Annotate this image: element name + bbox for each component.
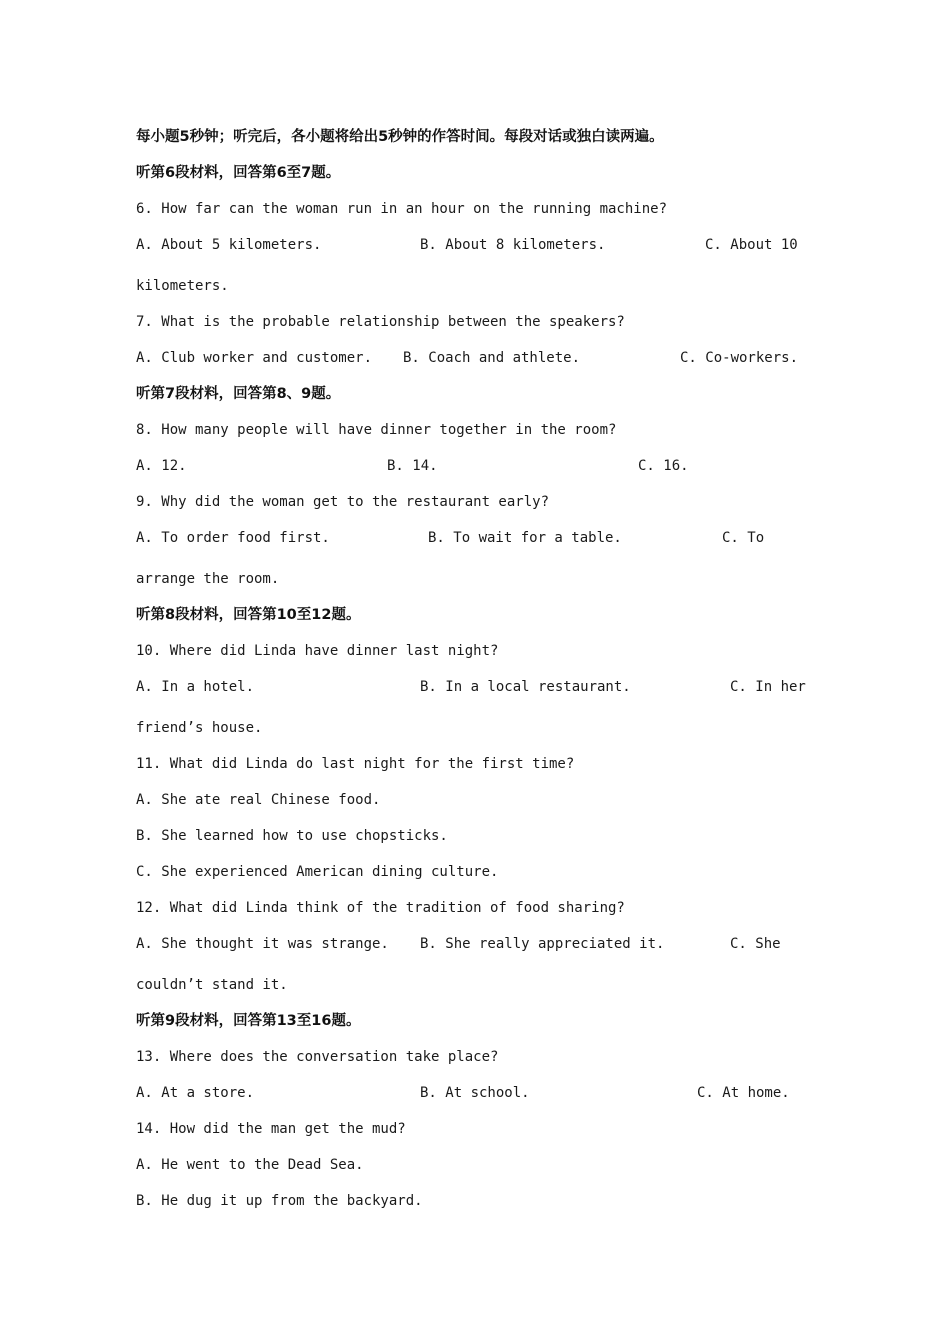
question-8: 8. How many people will have dinner together in the room?: [136, 422, 617, 438]
q12-option-c-continued: couldn’t stand it.: [136, 977, 288, 993]
question-9: 9. Why did the woman get to the restaurant early?: [136, 494, 550, 510]
q10-option-a: A. In a hotel.: [136, 679, 255, 695]
q6-option-a: A. About 5 kilometers.: [136, 237, 322, 253]
q8-option-a: A. 12.: [136, 458, 187, 474]
section-heading-7: 听第7段材料，回答第8、9题。: [136, 386, 341, 402]
q14-option-a: A. He went to the Dead Sea.: [136, 1157, 364, 1173]
q13-option-b: B. At school.: [420, 1085, 530, 1101]
q6-option-c: C. About 10: [705, 237, 798, 253]
section-heading-6: 听第6段材料，回答第6至7题。: [136, 165, 341, 181]
q9-option-c: C. To: [722, 530, 765, 546]
q12-option-a: A. She thought it was strange.: [136, 936, 389, 952]
question-12: 12. What did Linda think of the tradition of food sharing?: [136, 900, 625, 916]
instructions-text: 每小题5秒钟；听完后，各小题将给出5秒钟的作答时间。每段对话或独白读两遍。: [136, 129, 664, 145]
q7-option-c: C. Co-workers.: [680, 350, 799, 366]
q10-option-c-continued: friend’s house.: [136, 720, 263, 736]
q11-option-c: C. She experienced American dining culture.: [136, 864, 499, 880]
question-10: 10. Where did Linda have dinner last night?: [136, 643, 499, 659]
section-heading-8: 听第8段材料，回答第10至12题。: [136, 607, 361, 623]
q8-option-c: C. 16.: [638, 458, 689, 474]
q6-option-b: B. About 8 kilometers.: [420, 237, 606, 253]
q7-option-a: A. Club worker and customer.: [136, 350, 373, 366]
q11-option-b: B. She learned how to use chopsticks.: [136, 828, 448, 844]
q12-option-b: B. She really appreciated it.: [420, 936, 665, 952]
q10-option-c: C. In her: [730, 679, 806, 695]
q9-option-b: B. To wait for a table.: [428, 530, 622, 546]
question-11: 11. What did Linda do last night for the first time?: [136, 756, 575, 772]
q13-option-a: A. At a store.: [136, 1085, 255, 1101]
q9-option-a: A. To order food first.: [136, 530, 330, 546]
q12-option-c: C. She: [730, 936, 781, 952]
question-7: 7. What is the probable relationship between the speakers?: [136, 314, 625, 330]
question-14: 14. How did the man get the mud?: [136, 1121, 406, 1137]
q11-option-a: A. She ate real Chinese food.: [136, 792, 381, 808]
question-13: 13. Where does the conversation take place?: [136, 1049, 499, 1065]
q8-option-b: B. 14.: [387, 458, 438, 474]
q13-option-c: C. At home.: [697, 1085, 790, 1101]
question-6: 6. How far can the woman run in an hour on the running machine?: [136, 201, 668, 217]
q6-option-c-continued: kilometers.: [136, 278, 229, 294]
q10-option-b: B. In a local restaurant.: [420, 679, 631, 695]
q14-option-b: B. He dug it up from the backyard.: [136, 1193, 423, 1209]
section-heading-9: 听第9段材料，回答第13至16题。: [136, 1013, 361, 1029]
q7-option-b: B. Coach and athlete.: [403, 350, 581, 366]
q9-option-c-continued: arrange the room.: [136, 571, 280, 587]
